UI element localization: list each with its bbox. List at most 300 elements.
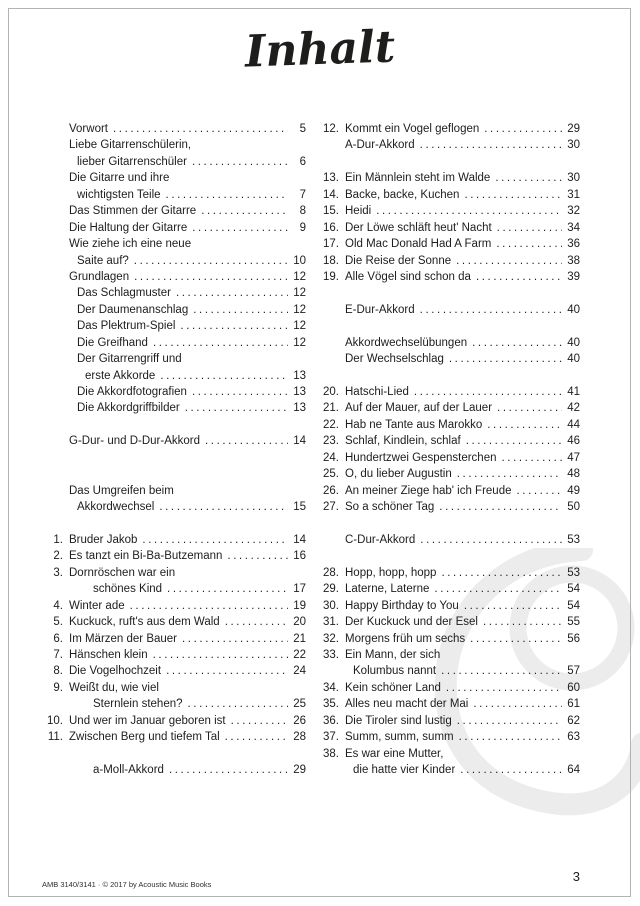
dot-leader	[457, 466, 562, 482]
toc-entry-line	[318, 762, 580, 778]
entry-page: 12	[293, 336, 306, 349]
entry-page: 41	[567, 386, 580, 398]
toc-entry-line	[318, 433, 580, 449]
toc-entry-line	[42, 598, 306, 614]
entry-page: 50	[567, 501, 580, 514]
entry-page: 63	[567, 731, 580, 744]
entry-number: 20.	[323, 386, 339, 398]
toc-entry-line	[318, 335, 580, 351]
dot-leader	[201, 203, 288, 219]
entry-title: Kommt ein Vogel geflogen	[345, 123, 480, 135]
entry-title: Alle Vögel sind schon da	[345, 270, 471, 283]
toc-entry-line	[318, 680, 580, 696]
entry-page: 20	[293, 616, 306, 629]
entry-page: 5	[299, 123, 306, 135]
entry-title: Akkordwechselübungen	[345, 336, 468, 349]
dot-leader	[470, 631, 562, 647]
toc-entry-line	[42, 187, 306, 203]
entry-title: schönes Kind	[93, 583, 163, 596]
entry-number: 32.	[323, 632, 339, 645]
dot-leader	[449, 351, 562, 367]
entry-page: 21	[293, 632, 306, 645]
entry-page: 12	[293, 270, 306, 283]
dot-leader	[460, 762, 562, 778]
entry-page: 48	[567, 468, 580, 481]
toc-entry-line	[42, 680, 306, 696]
entry-title: Die Akkordfotografien	[77, 386, 187, 398]
toc-entry-line	[318, 384, 580, 400]
entry-title: Schlaf, Kindlein, schlaf	[345, 435, 461, 448]
entry-page: 60	[567, 681, 580, 694]
entry-title: Die Reise der Sonne	[345, 254, 452, 267]
entry-page: 55	[567, 616, 580, 629]
dot-leader	[176, 285, 288, 301]
entry-number: 19.	[323, 270, 339, 283]
toc-entry-line	[318, 696, 580, 712]
entry-page: 13	[293, 386, 306, 398]
dot-leader	[466, 433, 562, 449]
entry-title: Die Vogelhochzeit	[69, 665, 162, 678]
entry-page: 13	[293, 369, 306, 382]
toc-entry-line	[42, 351, 306, 367]
dot-leader	[484, 121, 562, 137]
entry-title: Hänschen klein	[69, 649, 148, 662]
dot-leader	[483, 614, 562, 630]
entry-page: 39	[567, 270, 580, 283]
entry-title: E-Dur-Akkord	[345, 303, 415, 316]
toc-entry-line	[318, 713, 580, 729]
toc-gap	[42, 516, 306, 532]
toc-gap	[318, 154, 580, 170]
dot-leader	[441, 565, 562, 581]
dot-leader	[414, 384, 562, 400]
toc-entry-line	[318, 647, 580, 663]
entry-title: Akkordwechsel	[77, 501, 155, 514]
toc-entry-line	[42, 647, 306, 663]
toc-gap	[42, 450, 306, 483]
entry-page: 8	[299, 205, 306, 218]
entry-title: wichtigsten Teile	[77, 188, 161, 201]
entry-title: Der Kuckuck und der Esel	[345, 616, 478, 629]
toc-entry-line	[318, 236, 580, 252]
toc-entry-line	[42, 762, 306, 778]
toc-gap	[318, 318, 580, 334]
entry-number: 3.	[53, 566, 63, 579]
entry-number: 35.	[323, 698, 339, 711]
entry-title: A-Dur-Akkord	[345, 139, 415, 152]
dot-leader	[472, 335, 562, 351]
entry-number: 13.	[323, 172, 339, 185]
dot-leader	[193, 302, 288, 318]
dot-leader	[130, 598, 288, 614]
toc-entry-line	[42, 335, 306, 351]
toc-entry-line	[318, 220, 580, 236]
dot-leader	[376, 203, 562, 219]
dot-leader	[420, 302, 562, 318]
entry-page: 31	[567, 188, 580, 201]
entry-title: Der Löwe schläft heut' Nacht	[345, 221, 492, 234]
entry-title: Das Schlagmuster	[77, 287, 171, 300]
entry-title: Wie ziehe ich eine neue	[69, 238, 192, 251]
dot-leader	[495, 170, 562, 186]
dot-leader	[446, 680, 562, 696]
entry-number: 15.	[323, 205, 339, 218]
toc-entry-line	[42, 368, 306, 384]
entry-number: 17.	[323, 238, 339, 251]
entry-page: 7	[299, 188, 306, 201]
entry-title: Auf der Mauer, auf der Lauer	[345, 402, 493, 415]
toc-entry-line	[318, 729, 580, 745]
dot-leader	[496, 236, 562, 252]
entry-page: 22	[293, 649, 306, 662]
entry-title: Zwischen Berg und tiefem Tal	[69, 731, 220, 744]
entry-page: 42	[567, 402, 580, 415]
dot-leader	[502, 450, 563, 466]
toc-column-right	[318, 121, 580, 779]
entry-number: 33.	[323, 649, 339, 661]
dot-leader	[192, 384, 288, 400]
entry-page: 34	[567, 221, 580, 234]
dot-leader	[192, 154, 288, 170]
entry-title: Grundlagen	[69, 270, 130, 283]
entry-title: Das Stimmen der Gitarre	[69, 205, 197, 218]
entry-number: 38.	[323, 747, 339, 760]
toc-entry-line	[42, 433, 306, 449]
toc-gap	[42, 746, 306, 762]
toc-gap	[318, 285, 580, 301]
entry-title: Im Märzen der Bauer	[69, 632, 178, 645]
toc-entry-line	[318, 121, 580, 137]
entry-number: 26.	[323, 484, 339, 497]
entry-number: 21.	[323, 402, 339, 415]
entry-number: 6.	[53, 632, 63, 645]
entry-page: 6	[299, 155, 306, 168]
entry-number: 11.	[47, 731, 63, 744]
toc-entry-line	[318, 746, 580, 762]
toc-entry-line	[318, 351, 580, 367]
entry-title: G-Dur- und D-Dur-Akkord	[69, 435, 200, 448]
toc-entry-line	[42, 220, 306, 236]
toc-entry-line	[318, 532, 580, 548]
entry-page: 36	[567, 238, 580, 251]
dot-leader	[456, 253, 562, 269]
entry-page: 19	[293, 599, 306, 612]
entry-title: Kein schöner Land	[345, 681, 441, 694]
toc-entry-line	[42, 269, 306, 285]
entry-title: die hatte vier Kinder	[353, 764, 456, 777]
entry-page: 56	[567, 632, 580, 645]
toc-entry-line	[318, 450, 580, 466]
dot-leader	[205, 433, 288, 449]
dot-leader	[142, 532, 288, 548]
entry-page: 32	[567, 205, 580, 218]
dot-leader	[487, 417, 562, 433]
entry-page: 28	[293, 731, 306, 744]
entry-page: 25	[293, 698, 306, 711]
toc-entry-line	[318, 400, 580, 416]
dot-leader	[441, 663, 562, 679]
entry-number: 31.	[323, 616, 339, 629]
entry-page: 15	[293, 501, 306, 514]
entry-page: 47	[567, 451, 580, 464]
entry-page: 53	[567, 533, 580, 546]
dot-leader	[134, 253, 288, 269]
entry-number: 16.	[323, 221, 339, 234]
toc-entry-line	[318, 302, 580, 318]
entry-number: 18.	[323, 254, 339, 267]
entry-number: 12.	[323, 123, 339, 135]
toc-entry-line	[42, 137, 306, 153]
dot-leader	[160, 368, 288, 384]
toc-entry-line	[318, 581, 580, 597]
toc-gap	[318, 516, 580, 532]
dot-leader	[464, 187, 562, 203]
dot-leader	[153, 335, 288, 351]
entry-page: 14	[293, 435, 306, 448]
toc-entry-line	[42, 384, 306, 400]
dot-leader	[497, 400, 562, 416]
entry-number: 22.	[323, 418, 339, 431]
dot-leader	[153, 647, 288, 663]
entry-title: Dornröschen war ein	[69, 566, 176, 579]
entry-number: 7.	[53, 649, 63, 662]
entry-title: C-Dur-Akkord	[345, 533, 416, 546]
toc-entry-line	[42, 318, 306, 334]
toc-entry-line	[42, 121, 306, 137]
entry-number: 28.	[323, 566, 339, 579]
entry-title: Es tanzt ein Bi-Ba-Butzemann	[69, 550, 223, 563]
entry-title: Die Greifhand	[77, 336, 148, 349]
entry-page: 54	[567, 583, 580, 596]
entry-number: 34.	[323, 681, 339, 694]
dot-leader	[185, 400, 288, 416]
entry-title: Das Plektrum-Spiel	[77, 320, 176, 333]
entry-number: 9.	[53, 681, 63, 694]
entry-title: Ein Mann, der sich	[345, 649, 441, 661]
dot-leader	[420, 137, 562, 153]
toc-entry-line	[318, 187, 580, 203]
toc-entry-line	[42, 302, 306, 318]
entry-title: Hopp, hopp, hopp	[345, 566, 437, 579]
entry-number: 8.	[53, 665, 63, 678]
entry-number: 10.	[47, 714, 63, 727]
page-title: Inhalt	[244, 21, 396, 78]
entry-title: O, du lieber Augustin	[345, 468, 452, 481]
entry-number: 37.	[323, 731, 339, 744]
toc-entry-line	[42, 400, 306, 416]
dot-leader	[516, 483, 562, 499]
entry-page: 29	[567, 123, 580, 135]
entry-title: An meiner Ziege hab' ich Freude	[345, 484, 512, 497]
entry-title: Der Wechselschlag	[345, 353, 444, 366]
toc-entry-line	[42, 170, 306, 186]
entry-page: 16	[293, 550, 306, 563]
entry-title: Der Daumenanschlag	[77, 303, 189, 316]
dot-leader	[434, 581, 562, 597]
toc-gap	[318, 368, 580, 384]
entry-page: 64	[567, 764, 580, 777]
toc-entry-line	[318, 269, 580, 285]
toc-entry-line	[42, 532, 306, 548]
toc-entry-line	[318, 499, 580, 515]
toc-entry-line	[42, 713, 306, 729]
entry-page: 40	[567, 353, 580, 366]
entry-title: Der Gitarrengriff und	[77, 353, 182, 366]
entry-page: 57	[567, 665, 580, 678]
dot-leader	[180, 318, 288, 334]
entry-number: 14.	[323, 188, 339, 201]
entry-page: 53	[567, 566, 580, 579]
toc-entry-line	[318, 663, 580, 679]
entry-title: Sternlein stehen?	[93, 698, 183, 711]
entry-title: Weißt du, wie viel	[69, 681, 159, 694]
entry-title: Heidi	[345, 205, 372, 218]
entry-number: 29.	[323, 583, 339, 596]
entry-page: 40	[567, 336, 580, 349]
entry-title: Die Akkordgriffbilder	[77, 402, 180, 415]
entry-page: 61	[567, 698, 580, 711]
entry-page: 30	[567, 139, 580, 152]
toc-entry-line	[318, 137, 580, 153]
entry-page: 30	[567, 172, 580, 185]
entry-page: 12	[293, 303, 306, 316]
entry-title: Summ, summ, summ	[345, 731, 454, 744]
entry-page: 62	[567, 714, 580, 727]
dot-leader	[169, 762, 288, 778]
toc-entry-line	[42, 154, 306, 170]
toc-entry-line	[318, 598, 580, 614]
entry-title: lieber Gitarrenschüler	[77, 155, 187, 168]
dot-leader	[166, 663, 288, 679]
dot-leader	[159, 499, 288, 515]
dot-leader	[225, 614, 288, 630]
entry-title: Kuckuck, ruft's aus dem Wald	[69, 616, 220, 629]
toc-entry-line	[42, 499, 306, 515]
entry-page: 17	[293, 583, 306, 596]
entry-title: Es war eine Mutter,	[345, 747, 444, 760]
imprint-text: AMB 3140/3141 · © 2017 by Acoustic Music Books	[42, 880, 212, 889]
toc-gap	[42, 417, 306, 433]
dot-leader	[473, 696, 562, 712]
entry-page: 14	[293, 533, 306, 546]
entry-page: 12	[293, 320, 306, 333]
toc-entry-line	[318, 417, 580, 433]
toc-entry-line	[42, 285, 306, 301]
entry-title: Die Tiroler sind lustig	[345, 714, 452, 727]
entry-title: Die Gitarre und ihre	[69, 172, 170, 185]
entry-page: 10	[293, 254, 306, 267]
entry-title: Saite auf?	[77, 254, 129, 267]
entry-title: Morgens früh um sechs	[345, 632, 466, 645]
entry-page: 49	[567, 484, 580, 497]
dot-leader	[476, 269, 562, 285]
dot-leader	[166, 187, 288, 203]
toc-entry-line	[318, 565, 580, 581]
dot-leader	[457, 713, 562, 729]
entry-title: Laterne, Laterne	[345, 583, 430, 596]
entry-page: 9	[299, 221, 306, 234]
toc-entry-line	[42, 548, 306, 564]
entry-page: 13	[293, 402, 306, 415]
entry-title: Und wer im Januar geboren ist	[69, 714, 226, 727]
entry-title: Das Umgreifen beim	[69, 484, 174, 497]
entry-page: 40	[567, 303, 580, 316]
toc-entry-line	[42, 253, 306, 269]
toc-entry-line	[318, 170, 580, 186]
entry-number: 27.	[323, 501, 339, 514]
entry-title: Hab ne Tante aus Marokko	[345, 418, 483, 431]
toc-entry-line	[42, 696, 306, 712]
toc-entry-line	[42, 565, 306, 581]
entry-number: 1.	[53, 533, 63, 546]
entry-page: 54	[567, 599, 580, 612]
entry-title: a-Moll-Akkord	[93, 764, 164, 777]
table-of-contents	[42, 121, 580, 779]
entry-title: Die Haltung der Gitarre	[69, 221, 188, 234]
entry-page: 12	[293, 287, 306, 300]
toc-column-left	[42, 121, 306, 779]
entry-title: Liebe Gitarrenschülerin,	[69, 139, 192, 152]
entry-number: 4.	[53, 599, 63, 612]
dot-leader	[192, 220, 288, 236]
toc-entry-line	[42, 236, 306, 252]
dot-leader	[497, 220, 562, 236]
entry-title: erste Akkorde	[85, 369, 156, 382]
toc-entry-line	[42, 581, 306, 597]
toc-entry-line	[42, 663, 306, 679]
entry-title: Kolumbus nannt	[353, 665, 437, 678]
entry-title: Hatschi-Lied	[345, 386, 409, 398]
entry-title: Vorwort	[69, 123, 108, 135]
toc-entry-line	[318, 253, 580, 269]
dot-leader	[459, 729, 562, 745]
dot-leader	[188, 696, 288, 712]
toc-entry-line	[318, 203, 580, 219]
entry-number: 24.	[323, 451, 339, 464]
dot-leader	[134, 269, 288, 285]
entry-number: 36.	[323, 714, 339, 727]
entry-page: 24	[293, 665, 306, 678]
entry-page: 38	[567, 254, 580, 267]
entry-title: Ein Männlein steht im Walde	[345, 172, 491, 185]
entry-number: 5.	[53, 616, 63, 629]
toc-entry-line	[42, 483, 306, 499]
toc-entry-line	[42, 614, 306, 630]
entry-page: 26	[293, 714, 306, 727]
dot-leader	[182, 631, 288, 647]
toc-entry-line	[318, 614, 580, 630]
entry-number: 2.	[53, 550, 63, 563]
toc-entry-line	[42, 203, 306, 219]
dot-leader	[231, 713, 288, 729]
dot-leader	[420, 532, 562, 548]
dot-leader	[167, 581, 288, 597]
toc-entry-line	[42, 631, 306, 647]
toc-gap	[318, 548, 580, 564]
entry-title: Hundertzwei Gespensterchen	[345, 451, 497, 464]
entry-title: Old Mac Donald Had A Farm	[345, 238, 492, 251]
toc-entry-line	[42, 729, 306, 745]
entry-page: 46	[567, 435, 580, 448]
toc-entry-line	[318, 483, 580, 499]
entry-title: Happy Birthday to You	[345, 599, 459, 612]
dot-leader	[439, 499, 562, 515]
dot-leader	[113, 121, 288, 137]
entry-number: 25.	[323, 468, 339, 481]
page-number: 3	[572, 869, 580, 884]
entry-title: So a schöner Tag	[345, 501, 435, 514]
entry-number: 30.	[323, 599, 339, 612]
